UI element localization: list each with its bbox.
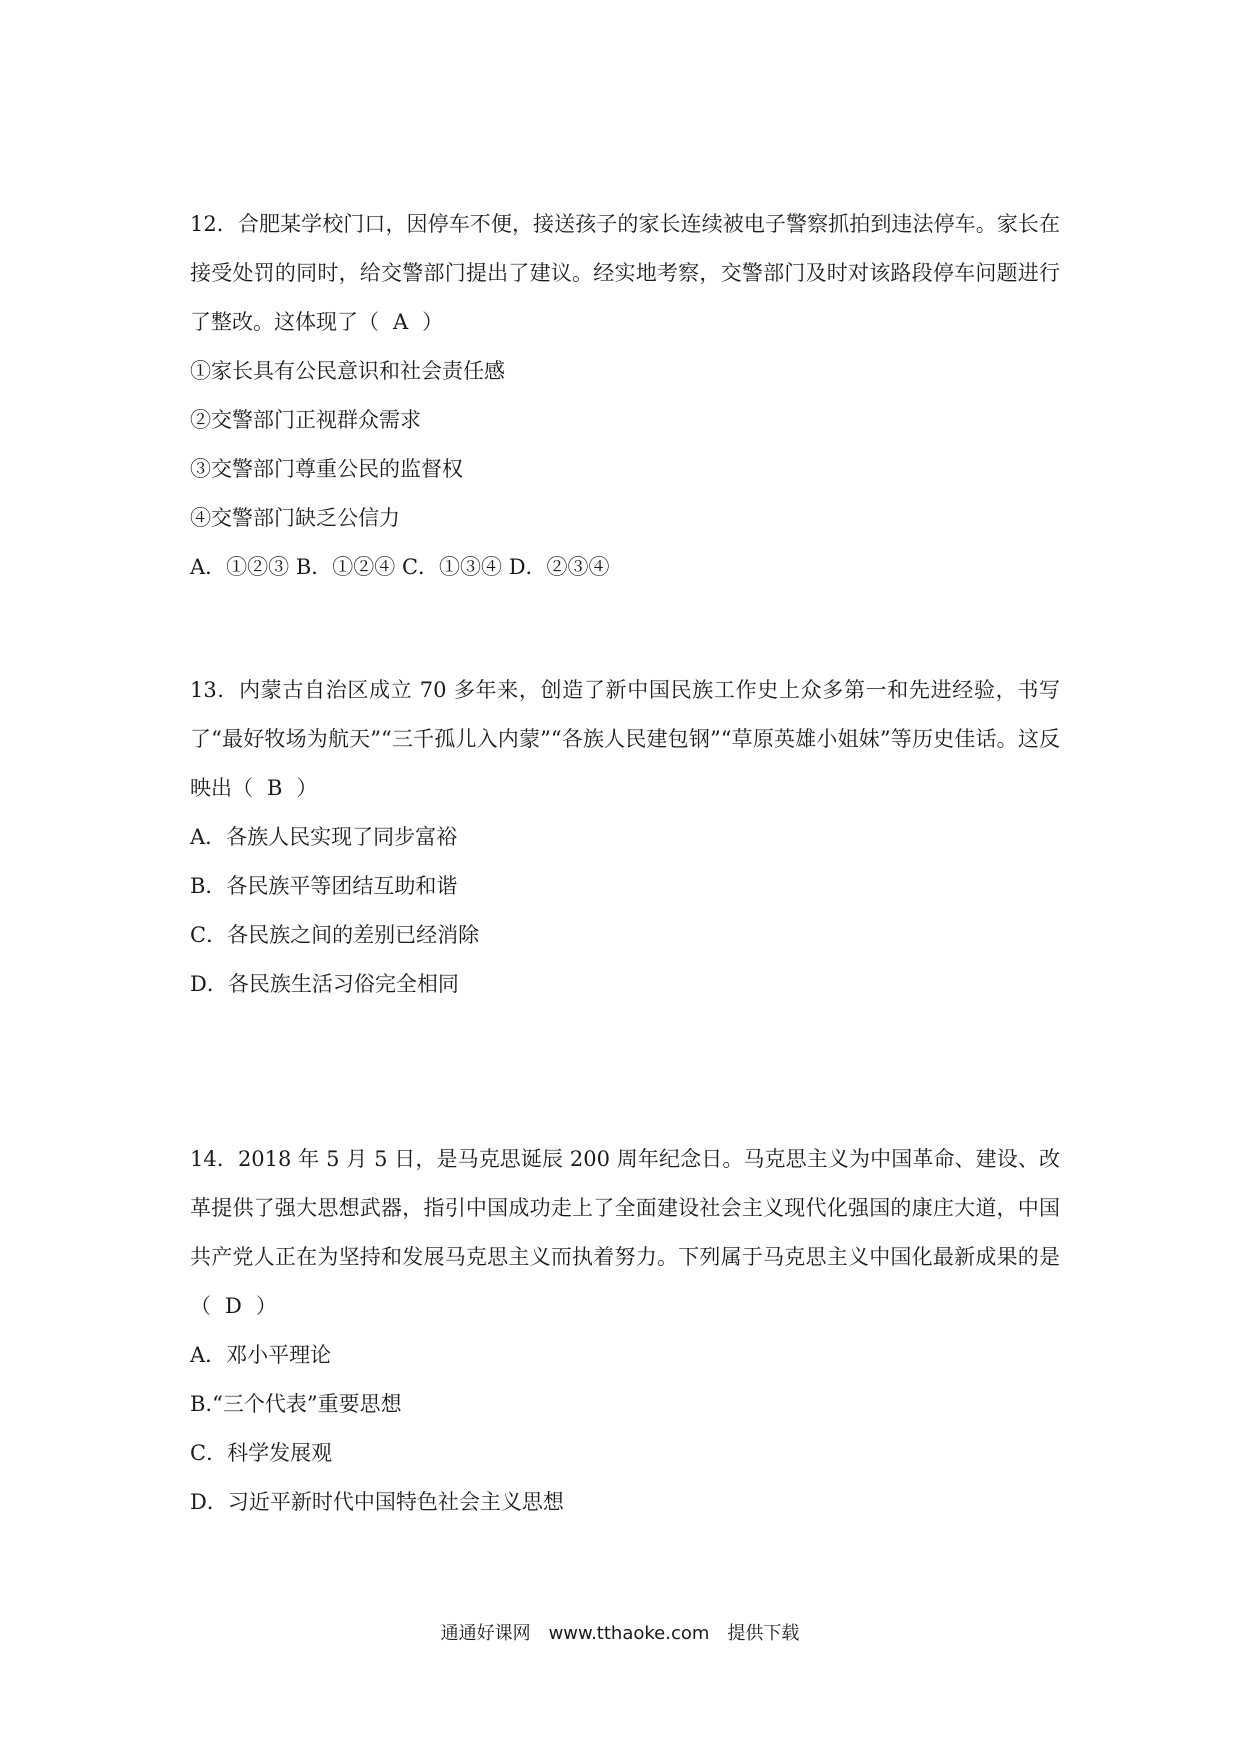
question-14	[190, 1135, 1060, 1527]
option-item: ④交警部门缺乏公信力	[190, 506, 400, 530]
option-item: D．各民族生活习俗完全相同	[190, 972, 459, 996]
question-12	[190, 200, 1060, 592]
answer-letter: D	[225, 1294, 242, 1318]
option-item: ②交警部门正视群众需求	[190, 408, 421, 432]
question-13	[190, 666, 1060, 1009]
option-item: A．邓小平理论	[190, 1343, 332, 1367]
choice-line: A．①②③ B．①②④ C．①③④ D．②③④	[190, 555, 610, 579]
page-footer: 通通好课网 www.tthaoke.com 提供下载	[440, 1623, 800, 1644]
question-stem: 12．合肥某学校门口，因停车不便，接送孩子的家长连续被电子警察抓拍到违法停车。家长在接受处罚的同时，给交警部门提出了建议。经实地考察，交警部门及时对该路段停车问题进行了整改。这体现了（ A ）	[190, 200, 1060, 347]
option-item: ③交警部门尊重公民的监督权	[190, 457, 463, 481]
option-item: ①家长具有公民意识和社会责任感	[190, 359, 505, 383]
question-stem: 13．内蒙古自治区成立 70 多年来，创造了新中国民族工作史上众多第一和先进经验，书写了“最好牧场为航天”“三千孤儿入内蒙”“各族人民建包钢”“草原英雄小姐妹”等历史佳话。这反映出（ B ）	[190, 666, 1060, 813]
option-item: B．各民族平等团结互助和谐	[190, 874, 458, 898]
question-stem: 14．2018 年 5 月 5 日，是马克思诞辰 200 周年纪念日。马克思主义为中国革命、建设、改革提供了强大思想武器，指引中国成功走上了全面建设社会主义现代化强国的康庄大道，中国共产党人正在为坚持和发展马克思主义而执着努力。下列属于马克思主义中国化最新成果的是（ D ）	[190, 1135, 1060, 1331]
option-item: C．各民族之间的差别已经消除	[190, 923, 480, 947]
option-item: D．习近平新时代中国特色社会主义思想	[190, 1490, 564, 1514]
option-item: C．科学发展观	[190, 1441, 333, 1465]
answer-letter: B	[267, 776, 283, 800]
answer-letter: A	[393, 310, 409, 334]
option-item: A．各族人民实现了同步富裕	[190, 825, 458, 849]
option-item: B.“三个代表”重要思想	[190, 1392, 402, 1416]
